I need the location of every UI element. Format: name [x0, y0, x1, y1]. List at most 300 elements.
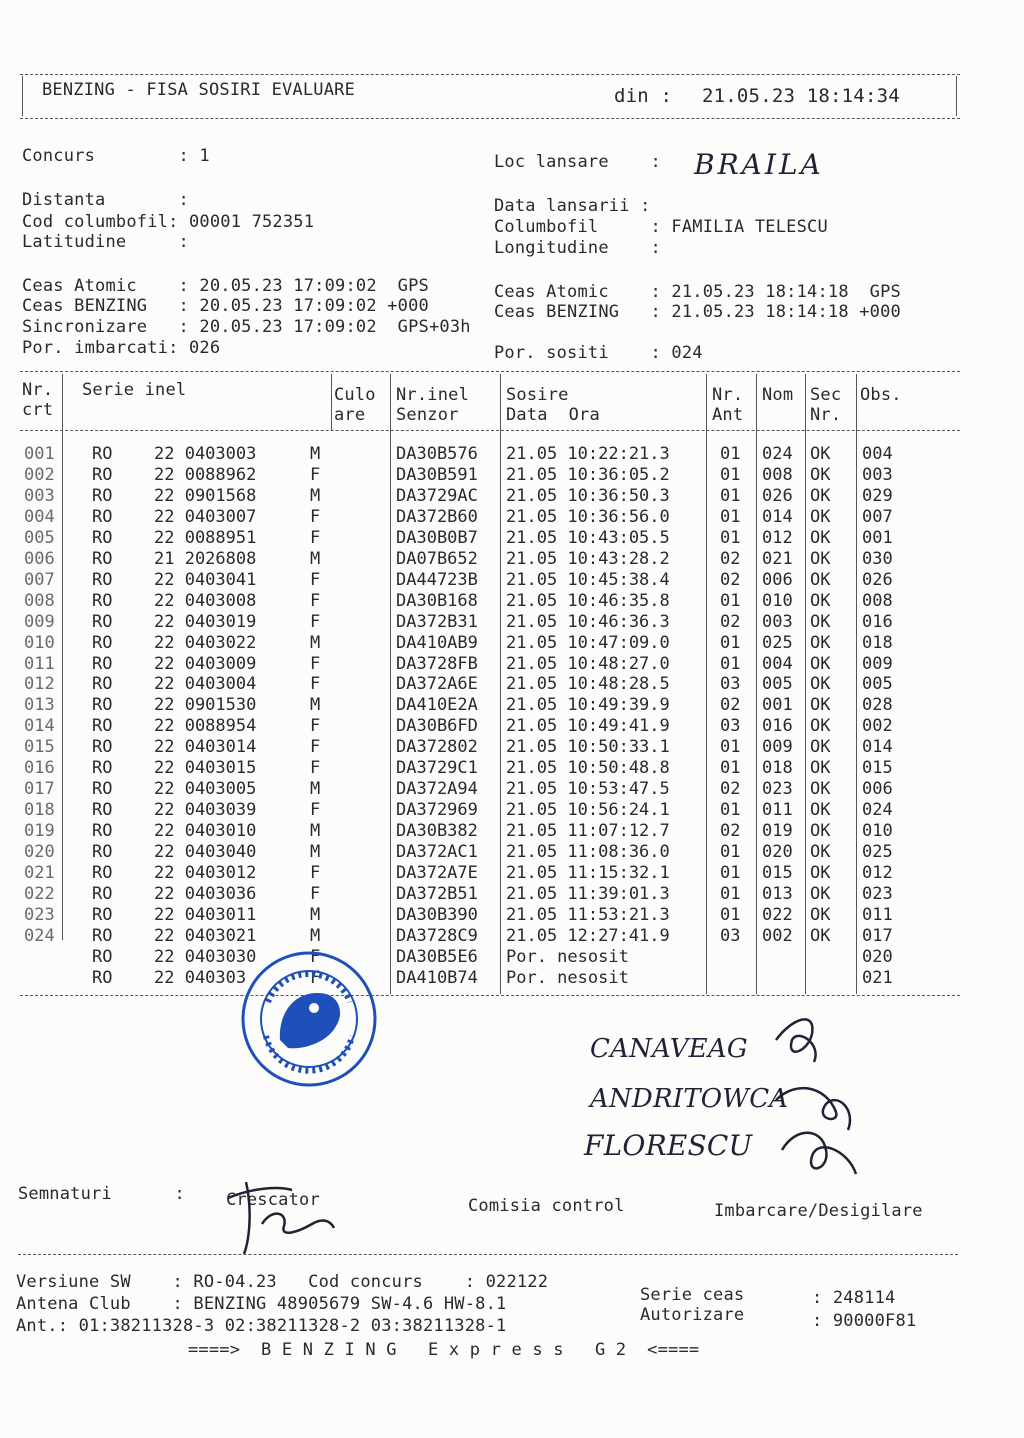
versiune-line: Versiune SW : RO-04.23 Cod concurs : 022122 [16, 1272, 549, 1292]
latitudine-line: Latitudine : [22, 232, 189, 252]
row-observation: 007 [862, 507, 893, 527]
row-antenna: 02 [720, 612, 741, 632]
por-sositi-line: Por. sositi : 024 [494, 343, 703, 363]
row-antenna: 01 [720, 800, 741, 820]
row-observation: 025 [862, 842, 893, 862]
row-antenna: 01 [720, 465, 741, 485]
row-nr-crt: 015 [24, 737, 55, 757]
row-arrival-time: 21.05 11:39:01.3 [506, 884, 670, 904]
row-nominal: 001 [762, 695, 793, 715]
row-sensor-ring: DA372969 [396, 800, 478, 820]
row-antenna: 01 [720, 486, 741, 506]
row-ring-series: 22 0403004 [154, 674, 257, 694]
data-lansarii-line: Data lansarii : [494, 196, 651, 216]
row-observation: 023 [862, 884, 893, 904]
row-antenna: 02 [720, 695, 741, 715]
row-antenna: 02 [720, 779, 741, 799]
row-arrival-time: 21.05 12:27:41.9 [506, 926, 670, 946]
th-nr-ant-2: Ant [712, 405, 744, 425]
table-header-rule [20, 430, 960, 431]
row-security: OK [810, 884, 831, 904]
row-security: OK [810, 444, 831, 464]
col-sep-2 [331, 374, 332, 430]
row-observation: 003 [862, 465, 893, 485]
row-arrival-time: 21.05 10:36:56.0 [506, 507, 670, 527]
row-sex: F [310, 528, 321, 548]
row-sensor-ring: DA410AB9 [396, 633, 478, 653]
row-observation: 006 [862, 779, 893, 799]
row-ring-series: 22 0403005 [154, 779, 257, 799]
row-security: OK [810, 758, 831, 778]
row-observation: 029 [862, 486, 893, 506]
row-sensor-ring: DA372AC1 [396, 842, 478, 862]
row-security: OK [810, 654, 831, 674]
row-arrival-time: 21.05 10:53:47.5 [506, 779, 670, 799]
row-nominal: 012 [762, 528, 793, 548]
ceas-atomic-start: Ceas Atomic : 20.05.23 17:09:02 GPS [22, 276, 429, 296]
col-sep-3 [390, 374, 391, 994]
row-country: RO [92, 758, 113, 778]
serie-ceas-value: : 248114 [812, 1288, 896, 1308]
row-security: OK [810, 905, 831, 925]
row-nr-crt: 004 [24, 507, 55, 527]
row-sex: F [310, 570, 321, 590]
row-arrival-time: Por. nesosit [506, 968, 629, 988]
row-nr-crt: 013 [24, 695, 55, 715]
distanta-line: Distanta : [22, 190, 189, 210]
signer-name-2: ANDRITOWCA [590, 1084, 789, 1114]
row-arrival-time: 21.05 10:49:41.9 [506, 716, 670, 736]
row-sensor-ring: DA07B652 [396, 549, 478, 569]
row-country: RO [92, 884, 113, 904]
autorizare-value: : 90000F81 [812, 1311, 917, 1331]
row-nominal: 026 [762, 486, 793, 506]
row-nr-crt: 002 [24, 465, 55, 485]
footer-rule [18, 1254, 958, 1255]
cod-columbofil-line: Cod columbofil: 00001 752351 [22, 212, 315, 232]
row-security: OK [810, 674, 831, 694]
row-ring-series: 22 0403015 [154, 758, 257, 778]
table-top-rule [20, 371, 960, 372]
row-country: RO [92, 528, 113, 548]
row-antenna: 01 [720, 507, 741, 527]
row-nominal: 009 [762, 737, 793, 757]
row-nr-crt: 012 [24, 674, 55, 694]
row-security: OK [810, 612, 831, 632]
row-sensor-ring: DA3729AC [396, 486, 478, 506]
col-sep-8 [856, 374, 857, 994]
row-sex: F [310, 863, 321, 883]
row-nominal: 006 [762, 570, 793, 590]
row-observation: 011 [862, 905, 893, 925]
row-country: RO [92, 716, 113, 736]
imbarcare-label: Imbarcare/Desigilare [714, 1201, 923, 1221]
th-nr-ant-1: Nr. [712, 385, 744, 405]
comisia-label: Comisia control [468, 1196, 625, 1216]
row-arrival-time: 21.05 10:45:38.4 [506, 570, 670, 590]
row-arrival-time: 21.05 10:43:05.5 [506, 528, 670, 548]
concurs-line: Concurs : 1 [22, 146, 210, 166]
row-sex: M [310, 779, 321, 799]
row-antenna: 01 [720, 633, 741, 653]
th-serie-inel: Serie inel [82, 380, 187, 400]
row-observation: 026 [862, 570, 893, 590]
row-sensor-ring: DA30B5E6 [396, 947, 478, 967]
row-nominal: 020 [762, 842, 793, 862]
row-sex: F [310, 737, 321, 757]
row-ring-series: 22 0403040 [154, 842, 257, 862]
row-ring-series: 22 0403021 [154, 926, 257, 946]
row-nominal: 014 [762, 507, 793, 527]
row-nr-crt: 001 [24, 444, 55, 464]
row-sex: F [310, 654, 321, 674]
row-nr-crt: 024 [24, 926, 55, 946]
row-antenna: 02 [720, 549, 741, 569]
sincronizare-line: Sincronizare : 20.05.23 17:09:02 GPS+03h [22, 317, 471, 337]
row-antenna: 03 [720, 716, 741, 736]
row-arrival-time: 21.05 10:36:50.3 [506, 486, 670, 506]
row-observation: 012 [862, 863, 893, 883]
row-antenna: 02 [720, 570, 741, 590]
row-sensor-ring: DA30B0B7 [396, 528, 478, 548]
din-label: din : [614, 85, 673, 107]
row-sensor-ring: DA30B168 [396, 591, 478, 611]
row-arrival-time: 21.05 10:50:33.1 [506, 737, 670, 757]
row-sex: M [310, 905, 321, 925]
row-country: RO [92, 821, 113, 841]
row-sensor-ring: DA372B51 [396, 884, 478, 904]
th-nr-crt-2: crt [22, 400, 54, 420]
row-observation: 008 [862, 591, 893, 611]
row-ring-series: 22 040303 [154, 968, 247, 988]
row-ring-series: 22 0088954 [154, 716, 257, 736]
row-sensor-ring: DA372A6E [396, 674, 478, 694]
row-sensor-ring: DA3729C1 [396, 758, 478, 778]
row-nominal: 022 [762, 905, 793, 925]
header-left-edge [22, 76, 23, 116]
row-sex: F [310, 507, 321, 527]
row-arrival-time: 21.05 10:56:24.1 [506, 800, 670, 820]
autorizare-label: Autorizare [640, 1305, 745, 1325]
ceas-benzing-start: Ceas BENZING : 20.05.23 17:09:02 +000 [22, 296, 429, 316]
row-sensor-ring: DA30B390 [396, 905, 478, 925]
row-antenna: 01 [720, 737, 741, 757]
col-sep-4 [500, 374, 501, 994]
row-nr-crt: 008 [24, 591, 55, 611]
row-arrival-time: 21.05 10:49:39.9 [506, 695, 670, 715]
row-nominal: 004 [762, 654, 793, 674]
row-nominal: 008 [762, 465, 793, 485]
row-country: RO [92, 968, 113, 988]
row-country: RO [92, 444, 113, 464]
row-antenna: 01 [720, 863, 741, 883]
row-security: OK [810, 549, 831, 569]
row-country: RO [92, 800, 113, 820]
col-sep-5 [706, 374, 707, 994]
row-observation: 010 [862, 821, 893, 841]
row-ring-series: 22 0088951 [154, 528, 257, 548]
row-nr-crt: 005 [24, 528, 55, 548]
row-country: RO [92, 591, 113, 611]
row-security: OK [810, 591, 831, 611]
row-sex: M [310, 444, 321, 464]
row-sex: M [310, 549, 321, 569]
row-sex: M [310, 821, 321, 841]
row-observation: 002 [862, 716, 893, 736]
row-security: OK [810, 800, 831, 820]
row-sensor-ring: DA44723B [396, 570, 478, 590]
longitudine-line: Longitudine : [494, 238, 661, 258]
row-ring-series: 22 0403008 [154, 591, 257, 611]
row-arrival-time: 21.05 10:50:48.8 [506, 758, 670, 778]
row-nr-crt: 014 [24, 716, 55, 736]
row-ring-series: 22 0403003 [154, 444, 257, 464]
row-security: OK [810, 486, 831, 506]
row-ring-series: 22 0403019 [154, 612, 257, 632]
header-top-rule [20, 74, 960, 75]
row-antenna: 01 [720, 758, 741, 778]
row-arrival-time: 21.05 10:46:36.3 [506, 612, 670, 632]
row-observation: 030 [862, 549, 893, 569]
th-nr-inel-1: Nr.inel [396, 385, 470, 405]
row-nr-crt: 023 [24, 905, 55, 925]
row-sex: F [310, 465, 321, 485]
row-arrival-time: 21.05 10:43:28.2 [506, 549, 670, 569]
row-security: OK [810, 863, 831, 883]
row-ring-series: 22 0403010 [154, 821, 257, 841]
commission-signatures-icon [586, 1000, 876, 1190]
row-nr-crt: 020 [24, 842, 55, 862]
row-ring-series: 22 0403009 [154, 654, 257, 674]
row-security: OK [810, 821, 831, 841]
th-obs: Obs. [860, 385, 902, 405]
row-sex: F [310, 758, 321, 778]
row-arrival-time: Por. nesosit [506, 947, 629, 967]
row-country: RO [92, 612, 113, 632]
row-sex: M [310, 695, 321, 715]
row-sensor-ring: DA372A7E [396, 863, 478, 883]
row-security: OK [810, 528, 831, 548]
loc-lansare-value: BRAILA [694, 148, 824, 181]
header-right-edge [956, 76, 957, 116]
row-ring-series: 22 0403041 [154, 570, 257, 590]
row-nominal: 023 [762, 779, 793, 799]
row-sex: F [310, 884, 321, 904]
row-nominal: 024 [762, 444, 793, 464]
row-sex: F [310, 674, 321, 694]
row-arrival-time: 21.05 10:36:05.2 [506, 465, 670, 485]
row-security: OK [810, 737, 831, 757]
benzing-banner: ====> B E N Z I N G E x p r e s s G 2 <==== [188, 1340, 700, 1360]
crescator-label: Crescator [226, 1190, 320, 1210]
row-nominal: 018 [762, 758, 793, 778]
row-nr-crt: 003 [24, 486, 55, 506]
col-sep-1 [62, 374, 63, 940]
row-antenna: 01 [720, 842, 741, 862]
row-security: OK [810, 633, 831, 653]
th-sosire-2: Data Ora [506, 405, 600, 425]
row-ring-series: 22 0403036 [154, 884, 257, 904]
row-observation: 014 [862, 737, 893, 757]
row-sex: F [310, 716, 321, 736]
ceas-atomic-end: Ceas Atomic : 21.05.23 18:14:18 GPS [494, 282, 901, 302]
row-arrival-time: 21.05 11:15:32.1 [506, 863, 670, 883]
semnaturi-label: Semnaturi : [18, 1184, 185, 1204]
row-sex: F [310, 591, 321, 611]
row-observation: 021 [862, 968, 893, 988]
row-sensor-ring: DA30B382 [396, 821, 478, 841]
row-country: RO [92, 570, 113, 590]
header-bottom-rule [20, 118, 960, 119]
row-nr-crt: 007 [24, 570, 55, 590]
th-sec-1: Sec [810, 385, 842, 405]
row-nominal: 010 [762, 591, 793, 611]
din-value: 21.05.23 18:14:34 [702, 85, 900, 107]
row-country: RO [92, 926, 113, 946]
row-country: RO [92, 674, 113, 694]
antena-line: Antena Club : BENZING 48905679 SW-4.6 HW-8.1 [16, 1294, 507, 1314]
row-country: RO [92, 842, 113, 862]
row-ring-series: 22 0901530 [154, 695, 257, 715]
row-sensor-ring: DA372802 [396, 737, 478, 757]
row-ring-series: 22 0403012 [154, 863, 257, 883]
row-country: RO [92, 779, 113, 799]
row-nominal: 003 [762, 612, 793, 632]
row-sensor-ring: DA410E2A [396, 695, 478, 715]
row-security: OK [810, 465, 831, 485]
row-antenna: 02 [720, 821, 741, 841]
row-observation: 001 [862, 528, 893, 548]
th-sec-2: Nr. [810, 405, 842, 425]
row-country: RO [92, 549, 113, 569]
signer-name-1: CANAVEAG [590, 1034, 748, 1064]
row-nominal: 002 [762, 926, 793, 946]
row-arrival-time: 21.05 11:07:12.7 [506, 821, 670, 841]
row-antenna: 01 [720, 884, 741, 904]
row-arrival-time: 21.05 10:47:09.0 [506, 633, 670, 653]
row-antenna: 01 [720, 654, 741, 674]
row-country: RO [92, 947, 113, 967]
row-country: RO [92, 695, 113, 715]
row-observation: 020 [862, 947, 893, 967]
row-sex: F [310, 612, 321, 632]
row-arrival-time: 21.05 10:48:27.0 [506, 654, 670, 674]
row-country: RO [92, 486, 113, 506]
row-security: OK [810, 507, 831, 527]
row-sex: M [310, 842, 321, 862]
row-ring-series: 22 0901568 [154, 486, 257, 506]
row-sex: M [310, 633, 321, 653]
row-antenna: 03 [720, 674, 741, 694]
row-observation: 015 [862, 758, 893, 778]
th-sosire-1: Sosire [506, 385, 569, 405]
row-country: RO [92, 905, 113, 925]
row-nominal: 005 [762, 674, 793, 694]
row-nr-crt: 011 [24, 654, 55, 674]
row-sex: F [310, 968, 321, 988]
row-sex: M [310, 926, 321, 946]
row-arrival-time: 21.05 10:22:21.3 [506, 444, 670, 464]
row-observation: 024 [862, 800, 893, 820]
row-country: RO [92, 863, 113, 883]
ceas-benzing-end: Ceas BENZING : 21.05.23 18:14:18 +000 [494, 302, 901, 322]
row-antenna: 01 [720, 905, 741, 925]
row-sensor-ring: DA3728C9 [396, 926, 478, 946]
row-sex: F [310, 800, 321, 820]
col-sep-6 [756, 374, 757, 994]
row-nominal: 019 [762, 821, 793, 841]
row-country: RO [92, 465, 113, 485]
row-sensor-ring: DA372A94 [396, 779, 478, 799]
columbofil-line: Columbofil : FAMILIA TELESCU [494, 217, 828, 237]
row-observation: 016 [862, 612, 893, 632]
col-sep-7 [805, 374, 806, 994]
row-nominal: 016 [762, 716, 793, 736]
row-country: RO [92, 507, 113, 527]
federation-seal-icon [240, 950, 378, 1088]
th-nr-crt-1: Nr. [22, 380, 54, 400]
report-title: BENZING - FISA SOSIRI EVALUARE [42, 80, 356, 100]
table-bottom-rule [20, 995, 960, 996]
th-culoare-2: are [334, 405, 366, 425]
row-security: OK [810, 570, 831, 590]
row-sex: M [310, 486, 321, 506]
row-nr-crt: 016 [24, 758, 55, 778]
row-ring-series: 22 0403039 [154, 800, 257, 820]
row-observation: 009 [862, 654, 893, 674]
row-ring-series: 22 0088962 [154, 465, 257, 485]
row-security: OK [810, 695, 831, 715]
row-antenna: 01 [720, 528, 741, 548]
row-nominal: 011 [762, 800, 793, 820]
row-nr-crt: 022 [24, 884, 55, 904]
row-observation: 028 [862, 695, 893, 715]
row-security: OK [810, 716, 831, 736]
row-nr-crt: 009 [24, 612, 55, 632]
row-security: OK [810, 926, 831, 946]
row-sensor-ring: DA3728FB [396, 654, 478, 674]
row-antenna: 03 [720, 926, 741, 946]
row-nominal: 021 [762, 549, 793, 569]
th-culoare-1: Culo [334, 385, 376, 405]
row-arrival-time: 21.05 10:46:35.8 [506, 591, 670, 611]
row-ring-series: 22 0403011 [154, 905, 257, 925]
row-observation: 017 [862, 926, 893, 946]
row-sensor-ring: DA372B60 [396, 507, 478, 527]
breeder-signature-icon [222, 1168, 342, 1258]
por-imbarcati-line: Por. imbarcati: 026 [22, 338, 221, 358]
row-nr-crt: 010 [24, 633, 55, 653]
row-security: OK [810, 842, 831, 862]
row-nr-crt: 019 [24, 821, 55, 841]
row-sensor-ring: DA30B591 [396, 465, 478, 485]
row-antenna: 01 [720, 444, 741, 464]
ant-line: Ant.: 01:38211328-3 02:38211328-2 03:38211328-1 [16, 1316, 507, 1336]
row-ring-series: 22 0403007 [154, 507, 257, 527]
row-arrival-time: 21.05 11:53:21.3 [506, 905, 670, 925]
loc-lansare-label: Loc lansare : [494, 152, 661, 172]
row-nominal: 013 [762, 884, 793, 904]
row-observation: 005 [862, 674, 893, 694]
row-nr-crt: 017 [24, 779, 55, 799]
row-nominal: 025 [762, 633, 793, 653]
row-sensor-ring: DA30B576 [396, 444, 478, 464]
th-nr-inel-2: Senzor [396, 405, 459, 425]
signer-name-3: FLORESCU [584, 1129, 753, 1162]
row-nr-crt: 018 [24, 800, 55, 820]
th-nom: Nom [762, 385, 794, 405]
row-nominal: 015 [762, 863, 793, 883]
